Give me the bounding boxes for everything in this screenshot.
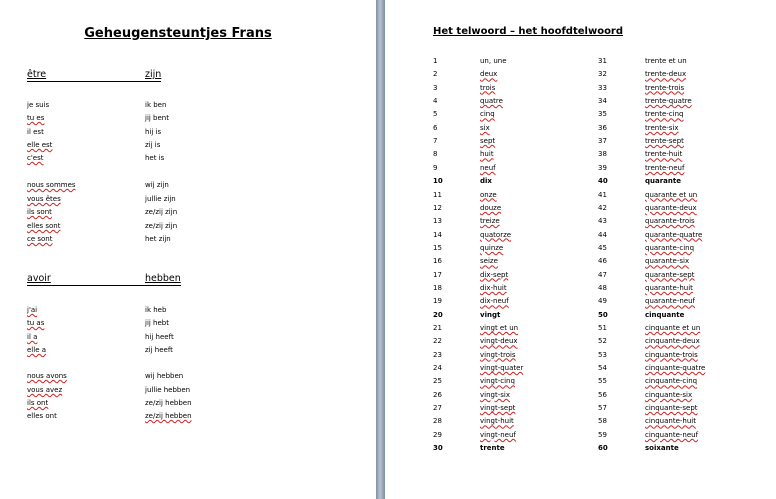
number-word: trente et un xyxy=(645,57,687,65)
number-row xyxy=(385,70,776,83)
number-value: 21 xyxy=(433,324,442,332)
number-row xyxy=(385,124,776,137)
dutch-form: ze/zij zijn xyxy=(145,208,178,216)
dutch-form: zij heeft xyxy=(145,346,173,354)
section-underline xyxy=(27,285,181,286)
page-gutter xyxy=(376,0,385,499)
number-row xyxy=(385,137,776,150)
number-word: huit xyxy=(480,150,494,159)
number-value: 33 xyxy=(598,83,607,92)
section-underline xyxy=(27,81,161,82)
french-form: ce sont xyxy=(27,235,53,243)
number-row xyxy=(385,164,776,177)
number-row xyxy=(385,84,776,97)
dutch-form: ze/zij zijn xyxy=(145,222,178,230)
number-value: 43 xyxy=(598,217,607,226)
dutch-form: jullie zijn xyxy=(145,195,176,203)
number-value: 24 xyxy=(433,364,442,373)
number-word: douze xyxy=(480,203,502,212)
number-value: 50 xyxy=(598,310,608,319)
number-row xyxy=(385,364,776,377)
section-heading-fr: avoir xyxy=(27,273,51,284)
french-form: ils ont xyxy=(27,399,49,407)
conjugation-row xyxy=(0,412,376,425)
dutch-form: jij bent xyxy=(145,114,169,122)
french-form: elles sont xyxy=(27,222,61,230)
number-word: cinquante-huit xyxy=(645,417,696,426)
conjugation-row xyxy=(0,195,376,208)
number-value: 1 xyxy=(433,57,438,65)
number-word: trente-quatre xyxy=(645,97,692,106)
number-word: cinquante-six xyxy=(645,390,693,399)
number-value: 20 xyxy=(433,310,443,319)
number-word: cinquante-sept xyxy=(645,404,698,413)
dutch-form: wij zijn xyxy=(145,181,169,189)
number-word: trente-neuf xyxy=(645,163,685,172)
number-value: 58 xyxy=(598,417,607,426)
number-word: trois xyxy=(480,83,496,92)
number-value: 54 xyxy=(598,364,607,373)
french-form: ils sont xyxy=(27,208,52,216)
number-row xyxy=(385,391,776,404)
number-value: 3 xyxy=(433,83,438,92)
number-word: cinquante-neuf xyxy=(645,430,699,439)
number-word: seize xyxy=(480,257,498,266)
number-value: 22 xyxy=(433,337,442,346)
number-value: 9 xyxy=(433,163,438,172)
number-row xyxy=(385,191,776,204)
conjugation-row xyxy=(0,319,376,332)
number-row xyxy=(385,337,776,350)
number-row xyxy=(385,431,776,444)
left-page xyxy=(0,0,376,499)
conjugation-row xyxy=(0,333,376,346)
number-value: 44 xyxy=(598,230,607,239)
number-word: un, une xyxy=(480,57,507,65)
section-heading-nl: hebben xyxy=(145,273,181,284)
number-value: 19 xyxy=(433,297,442,306)
section-heading-nl: zijn xyxy=(145,69,162,80)
number-word: cinq xyxy=(480,110,495,119)
number-row xyxy=(385,231,776,244)
number-value: 10 xyxy=(433,177,443,186)
number-word: vingt-quater xyxy=(480,364,524,373)
conjugation-row xyxy=(0,399,376,412)
number-value: 59 xyxy=(598,430,607,439)
number-value: 40 xyxy=(598,177,608,186)
number-word: quarante-neuf xyxy=(645,297,695,306)
number-row xyxy=(385,97,776,110)
number-word: quarante-sept xyxy=(645,270,695,279)
number-word: cinquante-trois xyxy=(645,350,698,359)
french-form: tu as xyxy=(27,319,45,327)
number-word: quarante xyxy=(645,177,681,186)
number-row xyxy=(385,351,776,364)
french-form: tu es xyxy=(27,114,45,122)
french-form: il a xyxy=(27,333,38,341)
number-value: 26 xyxy=(433,390,442,399)
dutch-form: ik heb xyxy=(145,306,167,314)
number-value: 34 xyxy=(598,97,607,106)
number-value: 32 xyxy=(598,70,607,79)
french-form: elles ont xyxy=(27,412,57,420)
conjugation-row xyxy=(0,208,376,221)
number-row xyxy=(385,444,776,457)
number-value: 49 xyxy=(598,297,607,306)
number-word: quarante-cinq xyxy=(645,243,695,252)
number-word: cinquante-quatre xyxy=(645,364,706,373)
number-value: 53 xyxy=(598,350,607,359)
number-word: vingt-deux xyxy=(480,337,518,346)
number-word: deux xyxy=(480,70,498,79)
french-form: nous avons xyxy=(27,372,67,380)
dutch-form: hij heeft xyxy=(145,333,174,341)
number-value: 15 xyxy=(433,243,442,252)
number-word: vingt-huit xyxy=(480,417,514,426)
number-value: 37 xyxy=(598,137,607,146)
conjugation-row xyxy=(0,141,376,154)
number-value: 25 xyxy=(433,377,442,386)
number-value: 5 xyxy=(433,110,438,119)
dutch-form: ze/zij hebben xyxy=(145,399,192,407)
number-value: 57 xyxy=(598,404,607,413)
number-word: six xyxy=(480,123,490,132)
number-row xyxy=(385,377,776,390)
conjugation-row xyxy=(0,154,376,167)
dutch-form: het is xyxy=(145,154,165,162)
number-row xyxy=(385,297,776,310)
number-value: 16 xyxy=(433,257,442,266)
number-word: vingt-sept xyxy=(480,404,516,413)
conjugation-row xyxy=(0,386,376,399)
number-row xyxy=(385,150,776,163)
number-word: neuf xyxy=(480,163,496,172)
document-title: Geheugensteuntjes Frans xyxy=(84,26,272,41)
number-value: 47 xyxy=(598,270,607,279)
number-value: 14 xyxy=(433,230,442,239)
number-word: quatorze xyxy=(480,230,512,239)
number-row xyxy=(385,217,776,230)
number-row xyxy=(385,311,776,324)
conjugation-row xyxy=(0,181,376,194)
number-word: trente-six xyxy=(645,123,679,132)
number-word: vingt-cinq xyxy=(480,377,515,386)
conjugation-row xyxy=(0,128,376,141)
dutch-form: jullie hebben xyxy=(145,386,191,394)
number-value: 55 xyxy=(598,377,607,386)
dutch-form: wij hebben xyxy=(145,372,184,380)
number-word: vingt et un xyxy=(480,324,519,332)
number-value: 29 xyxy=(433,430,442,439)
dutch-form: zij is xyxy=(145,141,161,149)
number-word: quatre xyxy=(480,97,503,106)
number-word: vingt-neuf xyxy=(480,430,516,439)
number-word: quarante et un xyxy=(645,190,698,199)
number-value: 60 xyxy=(598,444,608,453)
number-word: trente-deux xyxy=(645,70,687,79)
number-word: trente-sept xyxy=(645,137,684,146)
number-row xyxy=(385,177,776,190)
number-word: dix-neuf xyxy=(480,297,509,306)
conjugation-row xyxy=(0,372,376,385)
dutch-form: hij is xyxy=(145,128,162,136)
number-word: vingt-trois xyxy=(480,350,516,359)
number-value: 48 xyxy=(598,283,607,292)
french-form: elle a xyxy=(27,346,47,354)
numbers-title: Het telwoord – het hoofdtelwoord xyxy=(433,26,624,37)
number-value: 13 xyxy=(433,217,442,226)
number-value: 18 xyxy=(433,283,442,292)
number-word: trente xyxy=(480,444,505,453)
number-value: 51 xyxy=(598,324,607,332)
number-row xyxy=(385,284,776,297)
number-row xyxy=(385,244,776,257)
number-value: 36 xyxy=(598,123,607,132)
number-row xyxy=(385,57,776,70)
french-form: il est xyxy=(27,128,44,136)
number-value: 30 xyxy=(433,444,443,453)
number-word: dix-huit xyxy=(480,283,507,292)
number-word: quarante-quatre xyxy=(645,230,703,239)
number-word: treize xyxy=(480,217,500,226)
number-value: 23 xyxy=(433,350,442,359)
number-row xyxy=(385,417,776,430)
number-row xyxy=(385,324,776,337)
number-word: cinquante-deux xyxy=(645,337,700,346)
number-row xyxy=(385,404,776,417)
conjugation-row xyxy=(0,346,376,359)
dutch-form: ik ben xyxy=(145,101,167,109)
number-value: 27 xyxy=(433,404,442,413)
number-value: 4 xyxy=(433,97,438,106)
conjugation-row xyxy=(0,235,376,248)
dutch-form: jij hebt xyxy=(145,319,169,327)
number-value: 42 xyxy=(598,203,607,212)
number-row xyxy=(385,110,776,123)
number-value: 11 xyxy=(433,190,442,199)
number-row xyxy=(385,204,776,217)
number-value: 6 xyxy=(433,123,438,132)
french-form: vous avez xyxy=(27,386,63,394)
french-form: je suis xyxy=(27,101,50,109)
number-value: 12 xyxy=(433,203,442,212)
number-value: 35 xyxy=(598,110,607,119)
number-word: trente-huit xyxy=(645,150,683,159)
number-word: vingt xyxy=(480,310,501,319)
number-word: vingt-six xyxy=(480,390,510,399)
right-page xyxy=(385,0,776,499)
number-word: quarante-deux xyxy=(645,203,697,212)
number-row xyxy=(385,257,776,270)
number-value: 41 xyxy=(598,190,607,199)
number-value: 39 xyxy=(598,163,607,172)
french-form: c'est xyxy=(27,154,44,162)
number-value: 28 xyxy=(433,417,442,426)
dutch-form: het zijn xyxy=(145,235,171,243)
conjugation-row xyxy=(0,306,376,319)
number-word: trente-cinq xyxy=(645,110,684,119)
number-word: quarante-six xyxy=(645,257,690,266)
conjugation-row xyxy=(0,114,376,127)
number-word: cinquante et un xyxy=(645,324,701,332)
number-value: 17 xyxy=(433,270,442,279)
number-word: quarante-trois xyxy=(645,217,695,226)
number-value: 56 xyxy=(598,390,607,399)
number-value: 38 xyxy=(598,150,607,159)
dutch-form: ze/zij hebben xyxy=(145,412,192,420)
french-form: vous êtes xyxy=(27,195,61,203)
number-value: 31 xyxy=(598,57,607,65)
number-word: cinquante xyxy=(645,310,685,319)
section-heading-fr: être xyxy=(27,69,47,80)
conjugation-row xyxy=(0,222,376,235)
number-word: sept xyxy=(480,137,496,146)
number-word: cinquante-cinq xyxy=(645,377,698,386)
number-word: quarante-huit xyxy=(645,283,693,292)
number-word: dix-sept xyxy=(480,270,509,279)
number-value: 45 xyxy=(598,243,607,252)
french-form: nous sommes xyxy=(27,181,76,189)
number-value: 7 xyxy=(433,137,438,146)
number-word: dix xyxy=(480,177,492,186)
number-value: 46 xyxy=(598,257,607,266)
number-row xyxy=(385,271,776,284)
number-value: 8 xyxy=(433,150,438,159)
number-value: 2 xyxy=(433,70,438,79)
french-form: j'ai xyxy=(27,306,38,314)
number-word: trente-trois xyxy=(645,83,685,92)
number-word: soixante xyxy=(645,444,679,453)
number-word: quinze xyxy=(480,243,504,252)
conjugation-row xyxy=(0,101,376,114)
number-value: 52 xyxy=(598,337,607,346)
number-word: onze xyxy=(480,190,497,199)
french-form: elle est xyxy=(27,141,53,149)
